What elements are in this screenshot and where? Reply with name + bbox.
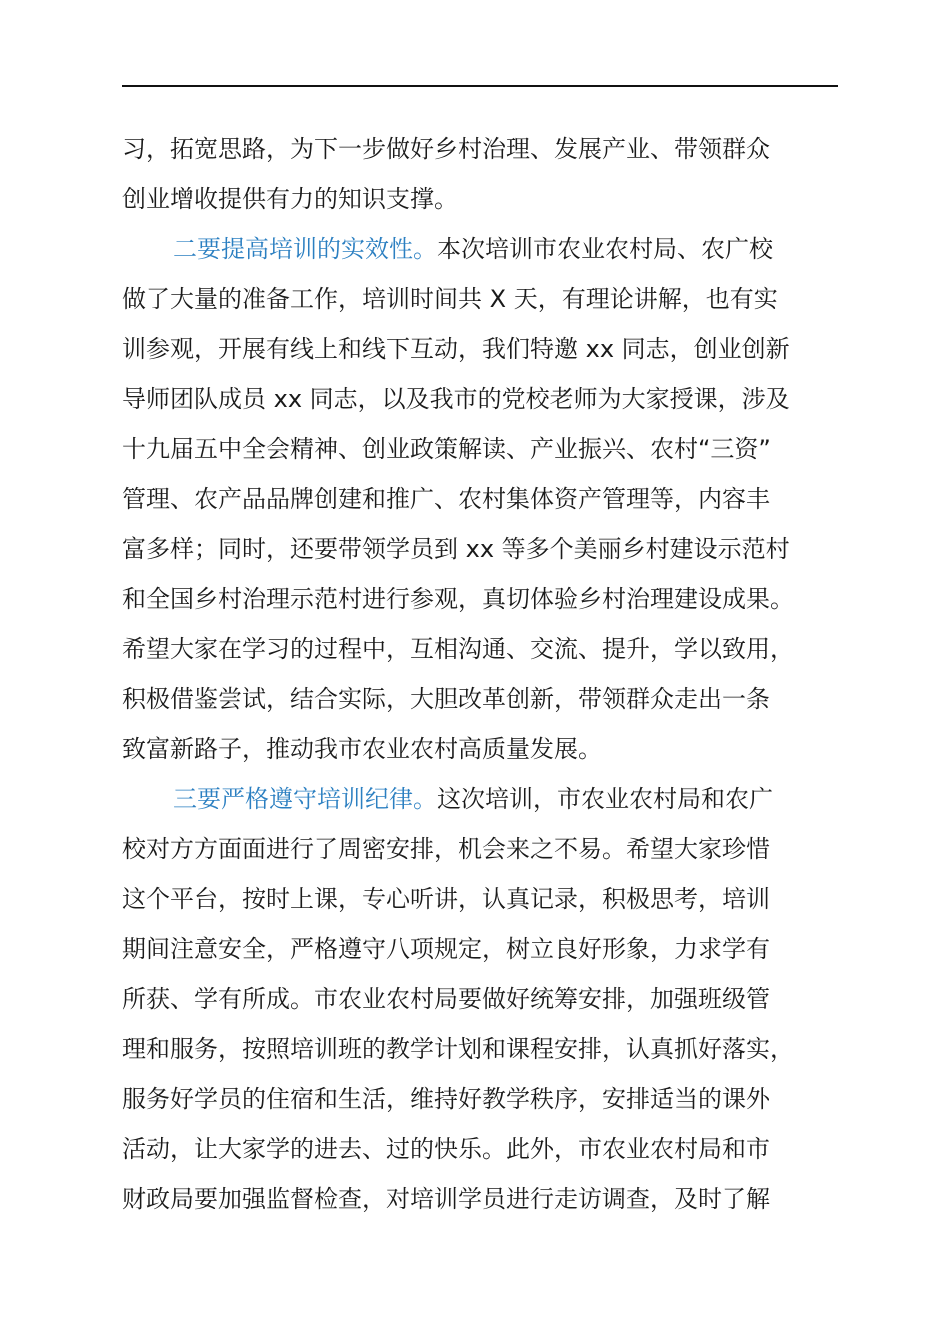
section-2-first-line	[122, 224, 862, 274]
header-rule	[122, 85, 838, 87]
section-2-heading: 二要提高培训的实效性。	[173, 235, 437, 263]
body-line: 希望大家在学习的过程中，互相沟通、交流、提升，学以致用，	[122, 635, 794, 663]
body-line: 富多样；同时，还要带领学员到 xx 等多个美丽乡村建设示范村	[122, 535, 790, 563]
body-line: 期间注意安全，严格遵守八项规定，树立良好形象，力求学有	[122, 935, 770, 963]
body-line: 所获、学有所成。市农业农村局要做好统筹安排，加强班级管	[122, 985, 770, 1013]
section-3-heading: 三要严格遵守培训纪律。	[173, 785, 437, 813]
body-line: 致富新路子，推动我市农业农村高质量发展。	[122, 735, 602, 763]
body-line: 服务好学员的住宿和生活，维持好教学秩序，安排适当的课外	[122, 1085, 770, 1113]
section-2-first-line-text: 本次培训市农业农村局、农广校	[437, 235, 773, 263]
section-3-first-line	[122, 774, 862, 824]
body-line: 这个平台，按时上课，专心听讲，认真记录，积极思考，培训	[122, 885, 770, 913]
section-3-first-line-text: 这次培训，市农业农村局和农广	[437, 785, 773, 813]
body-line: 管理、农产品品牌创建和推广、农村集体资产管理等，内容丰	[122, 485, 770, 513]
body-line: 做了大量的准备工作，培训时间共 X 天，有理论讲解，也有实	[122, 285, 778, 313]
body-line: 校对方方面面进行了周密安排，机会来之不易。希望大家珍惜	[122, 835, 770, 863]
body-line: 创业增收提供有力的知识支撑。	[122, 185, 458, 213]
body-line: 导师团队成员 xx 同志，以及我市的党校老师为大家授课，涉及	[122, 385, 790, 413]
body-line: 活动，让大家学的进去、过的快乐。此外，市农业农村局和市	[122, 1135, 770, 1163]
body-line: 财政局要加强监督检查，对培训学员进行走访调查，及时了解	[122, 1185, 770, 1213]
body-line: 习，拓宽思路，为下一步做好乡村治理、发展产业、带领群众	[122, 135, 770, 163]
body-line: 十九届五中全会精神、创业政策解读、产业振兴、农村“三资”	[122, 435, 771, 463]
document-body	[122, 124, 862, 1224]
body-line: 训参观，开展有线上和线下互动，我们特邀 xx 同志，创业创新	[122, 335, 790, 363]
body-line: 和全国乡村治理示范村进行参观，真切体验乡村治理建设成果。	[122, 585, 794, 613]
body-line: 理和服务，按照培训班的教学计划和课程安排，认真抓好落实，	[122, 1035, 794, 1063]
body-line: 积极借鉴尝试，结合实际，大胆改革创新，带领群众走出一条	[122, 685, 770, 713]
